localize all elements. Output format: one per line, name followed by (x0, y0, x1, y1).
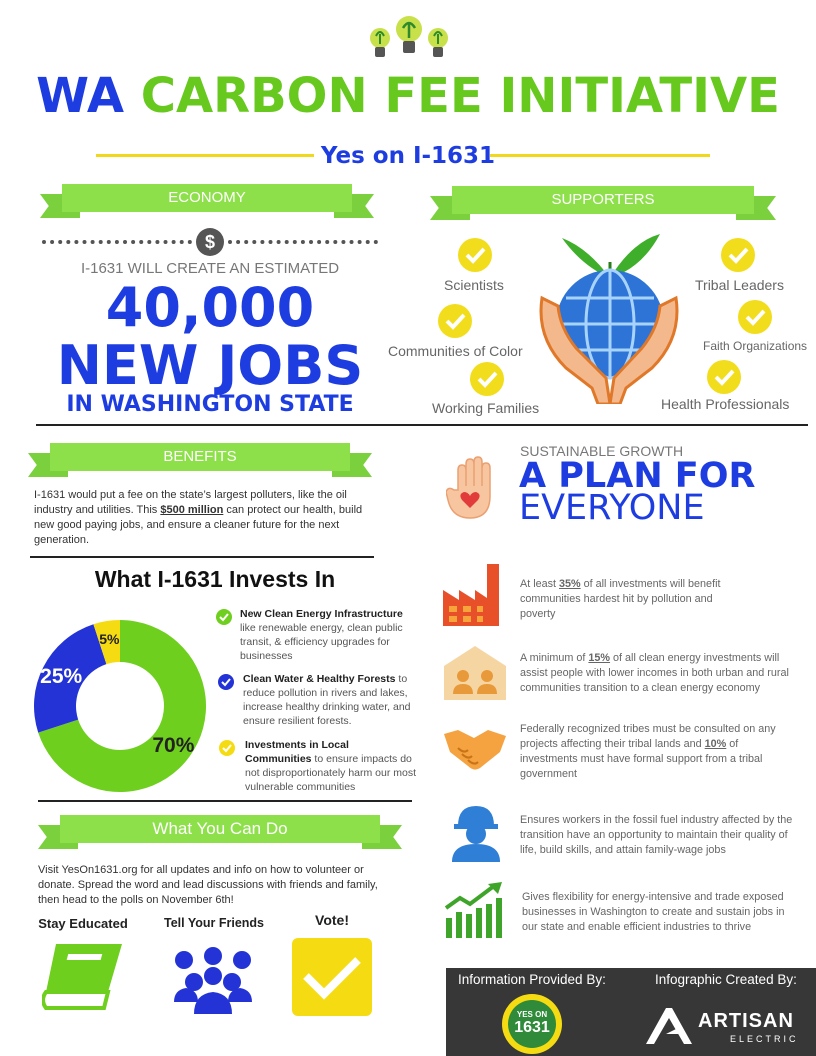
artisan-subtitle: ELECTRIC (730, 1034, 799, 1044)
vote-check-icon (292, 938, 372, 1016)
supporters-ribbon: SUPPORTERS (452, 186, 754, 220)
dotted-divider-left (42, 240, 192, 244)
plan-line1: A PLAN FOR (519, 456, 756, 496)
handshake-icon (444, 724, 506, 772)
subtitle: Yes on I-1631 (320, 143, 496, 169)
invests-divider (38, 800, 412, 802)
investment-pie-chart (34, 620, 206, 792)
action-text: Visit YesOn1631.org for all updates and info on how to volunteer or donate. Spread the word and lead discussions with friends and family, then head to the polls on November 6th! (38, 864, 378, 906)
worker-icon (450, 804, 502, 862)
info-provided-label: Information Provided By: (458, 972, 606, 987)
check-yellow-icon (219, 740, 235, 756)
jobs-number: 40,000 (105, 276, 315, 339)
created-by-label: Infographic Created By: (655, 972, 797, 987)
check-green-icon (216, 609, 232, 625)
supporter-communities-of-color: Communities of Color (388, 343, 523, 359)
plan-item-1: At least 35% of all investments will benefit communities hardest hit by pollution and poverty (520, 578, 721, 620)
community-icon (444, 646, 506, 700)
growth-chart-icon (444, 882, 506, 938)
yes-on-1631-logo: YES ON 1631 (502, 994, 562, 1054)
group-icon (172, 946, 254, 1014)
section-divider (36, 424, 808, 426)
action-ribbon: What You Can Do (60, 815, 380, 849)
plan-item-4: Ensures workers in the fossil fuel industry affected by the transition have an opportunity to maintain their quality of life, build skills, and attain family-wage jobs (520, 814, 793, 856)
supporter-scientists: Scientists (444, 277, 504, 293)
jobs-lead: I-1631 WILL CREATE AN ESTIMATED (80, 260, 340, 277)
check-icon (721, 238, 755, 272)
page-title: WA CARBON FEE INITIATIVE (36, 68, 780, 124)
benefits-text: I-1631 would put a fee on the state’s largest polluters, like the oil industry and utilities. This $500 million can protect our health, build new good paying jobs, and ensure a cleaner future for the next generation. (34, 489, 363, 546)
benefits-ribbon: BENEFITS (50, 443, 350, 477)
supporter-working-families: Working Families (432, 400, 540, 416)
lightbulbs-icon (366, 14, 452, 64)
invests-heading: What I-1631 Invests In (94, 566, 336, 592)
plan-kicker: SUSTAINABLE GROWTH (520, 443, 684, 459)
supporter-faith-organizations: Faith Organizations (703, 339, 808, 353)
dollar-icon: $ (196, 228, 224, 256)
benefits-divider (30, 556, 374, 558)
supporter-tribal-leaders: Tribal Leaders (695, 277, 784, 293)
step-vote: Vote! (315, 912, 349, 928)
pie-label-2: 25% (40, 665, 83, 689)
jobs-label: NEW JOBS (56, 334, 364, 397)
plan-line2: EVERYONE (519, 488, 705, 528)
factory-icon (443, 562, 505, 626)
step-tell-friends: Tell Your Friends (163, 916, 265, 930)
dotted-divider-right (228, 240, 378, 244)
check-icon (707, 360, 741, 394)
check-icon (738, 300, 772, 334)
legend-item-clean-energy: New Clean Energy Infrastructure like renewable energy, clean public transit, & efficiency upgrades for businesses (216, 607, 412, 663)
check-icon (438, 304, 472, 338)
artisan-name: ARTISAN (698, 1010, 794, 1032)
plan-item-3: Federally recognized tribes must be consulted on any projects affecting their tribal lands and 10% of investments must have formal support from a tribal government (520, 723, 776, 780)
plan-item-5: Gives flexibility for energy-intensive and trade exposed businesses in Washington to create and sustain jobs in our state and enable efficient industries to thrive (522, 891, 785, 933)
plan-item-2: A minimum of 15% of all clean energy investments will assist people with lower incomes in both urban and rural communities transition to a clean energy economy (520, 652, 789, 694)
step-stay-educated: Stay Educated (38, 916, 128, 931)
jobs-location: IN WASHINGTON STATE (66, 392, 354, 417)
pie-label-1: 70% (152, 733, 195, 757)
raised-hand-heart-icon (446, 456, 504, 520)
globe-hands-icon (536, 228, 682, 404)
legend-item-clean-water: Clean Water & Healthy Forests to reduce pollution in rivers and lakes, increase healthy drinking water, and ensure resilient forests. (218, 672, 418, 728)
supporter-health-professionals: Health Professionals (661, 396, 790, 412)
check-icon (470, 362, 504, 396)
check-blue-icon (218, 674, 234, 690)
pie-label-3: 5% (99, 630, 120, 647)
economy-ribbon: ECONOMY (62, 184, 352, 218)
legend-item-local-communities: Investments in Local Communities to ensure impacts do not disproportionately harm our most vulnerable communities (219, 738, 417, 794)
artisan-logo-icon (646, 1008, 692, 1044)
book-icon (42, 940, 126, 1012)
check-icon (458, 238, 492, 272)
